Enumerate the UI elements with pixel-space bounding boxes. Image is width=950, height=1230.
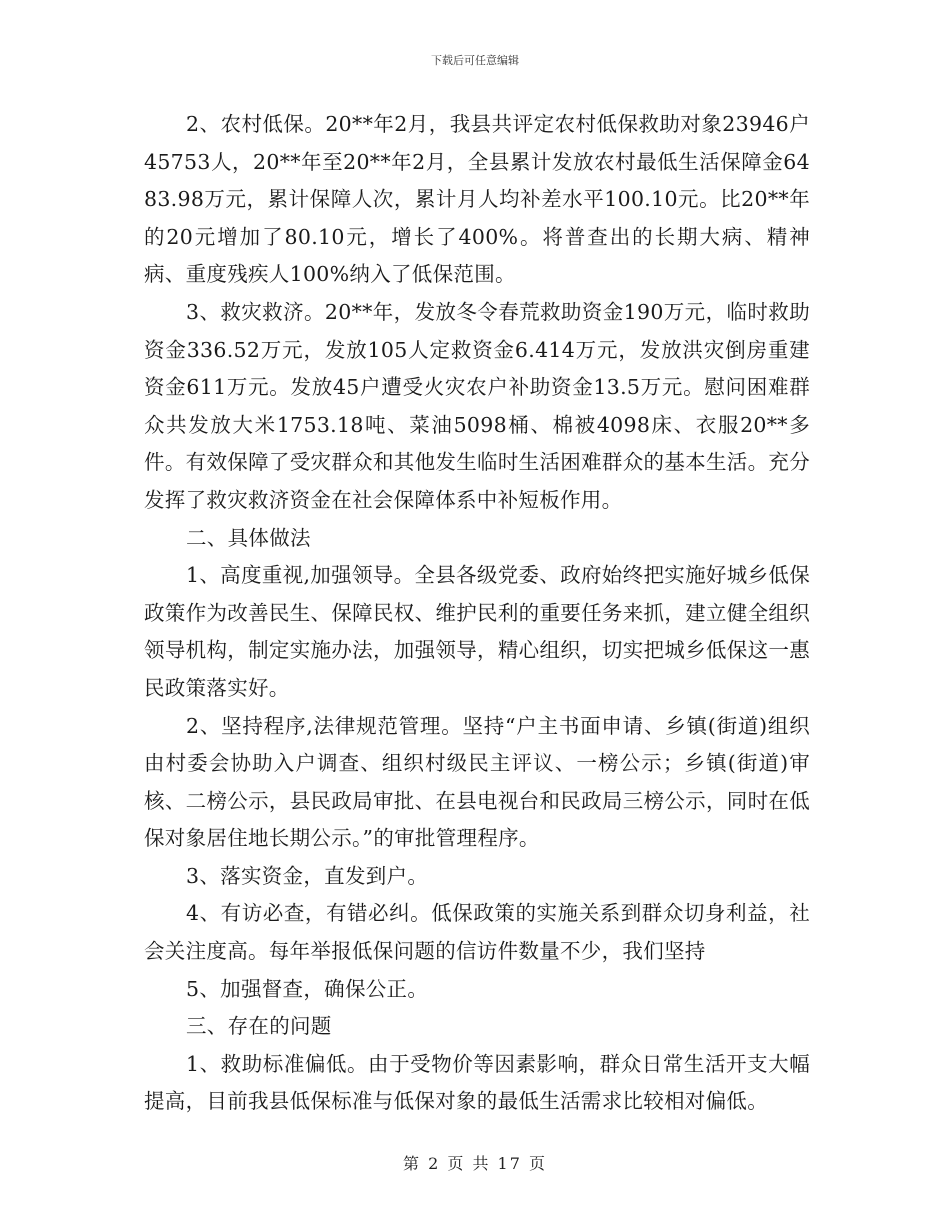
section-heading-methods: 二、具体做法 [186, 525, 311, 550]
section-heading-problems: 三、存在的问题 [186, 1014, 332, 1039]
paragraph-procedure: 2、坚持程序,法律规范管理。坚持“户主书面申请、乡镇(街道)组织由村委会协助入户调查、组织村级民主评议、一榜公示；乡镇(街道)审核、二榜公示，县民政局审批、在县电视台和民政局三榜公示，同时在低保对象居住地长期公示。”的审批管理程序。 [144, 713, 810, 851]
paragraph-supervision: 5、加强督查，确保公正。 [186, 976, 429, 1001]
page-header: 下载后可任意编辑 [431, 54, 519, 67]
paragraph-disaster-relief: 3、救灾救济。20**年，发放冬令春荒救助资金190万元，临时救助资金336.52万元，发放105人定救资金6.414万元，发放洪灾倒房重建资金611万元。发放45户遭受火灾农户补助资金13.5万元。慰问困难群众共发放大米1753.18吨、菜油5098桶、棉被4098床、衣服20**多件。有效保障了受灾群众和其他发生临时生活困难群众的基本生活。充分发挥了救灾救济资金在社会保障体系中补短板作用。 [144, 299, 810, 512]
page-number: 第 2 页 共 17 页 [403, 1154, 547, 1173]
document-body [144, 106, 810, 1121]
paragraph-complaints: 4、有访必查，有错必纠。低保政策的实施关系到群众切身利益，社会关注度高。每年举报低保问题的信访件数量不少，我们坚持 [144, 901, 810, 964]
paragraph-low-standard: 1、救助标准偏低。由于受物价等因素影响，群众日常生活开支大幅提高，目前我县低保标准与低保对象的最低生活需求比较相对偏低。 [144, 1051, 810, 1114]
paragraph-rural-subsistence: 2、农村低保。20**年2月，我县共评定农村低保救助对象23946户45753人，20**年至20**年2月，全县累计发放农村最低生活保障金6483.98万元，累计保障人次，累计月人均补差水平100.10元。比20**年的20元增加了80.10元，增长了400%。将普查出的长期大病、精神病、重度残疾人100%纳入了低保范围。 [144, 112, 810, 287]
paragraph-leadership: 1、高度重视,加强领导。全县各级党委、政府始终把实施好城乡低保政策作为改善民生、保障民权、维护民利的重要任务来抓，建立健全组织领导机构，制定实施办法，加强领导，精心组织，切实把城乡低保这一惠民政策落实好。 [144, 563, 810, 700]
paragraph-funds: 3、落实资金，直发到户。 [186, 863, 429, 888]
